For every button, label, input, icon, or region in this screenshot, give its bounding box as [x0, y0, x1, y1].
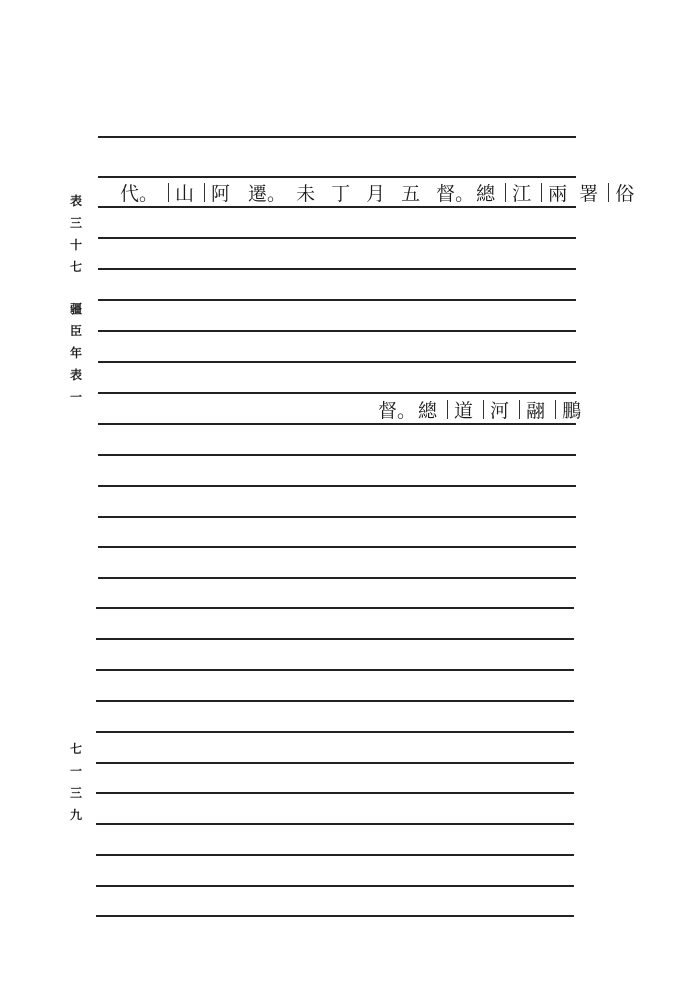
text-char: 未 — [296, 182, 316, 205]
ruled-line — [98, 516, 576, 518]
page-number-char: 三 — [69, 786, 82, 800]
ruled-line — [96, 885, 574, 887]
text-char: 俗 — [615, 182, 635, 205]
text-char: 總 — [476, 182, 496, 205]
ruled-line — [96, 854, 574, 856]
text-char: 兩 — [548, 182, 568, 205]
name-bar — [505, 183, 506, 202]
text-char: 五 — [401, 182, 421, 205]
ruled-line — [98, 361, 576, 363]
text-char: 遷。 — [248, 182, 287, 205]
name-bar — [447, 400, 448, 419]
name-bar — [555, 400, 556, 419]
text-char: 月 — [366, 182, 386, 205]
ruled-line — [96, 731, 574, 733]
ruled-line — [98, 176, 576, 178]
ruled-line — [96, 762, 574, 764]
page-number-char: 九 — [69, 808, 82, 822]
page-number — [68, 738, 84, 826]
ruled-line — [98, 546, 576, 548]
ruled-line — [96, 915, 574, 917]
ruled-line — [98, 136, 576, 138]
text-char: 丁 — [331, 182, 351, 205]
ruled-line — [98, 206, 576, 208]
ruled-line — [96, 823, 574, 825]
text-char: 江 — [512, 182, 532, 205]
ruled-line — [96, 669, 574, 671]
ruled-line — [98, 423, 576, 425]
text-char: 河 — [490, 399, 510, 422]
volume-label — [68, 190, 84, 278]
section-char: 疆 — [69, 302, 82, 316]
ruled-line — [98, 330, 576, 332]
name-bar — [204, 183, 205, 202]
name-bar — [541, 183, 542, 202]
text-char: 督。 — [378, 399, 417, 422]
text-char: 代。 — [120, 182, 159, 205]
ruled-line — [98, 299, 576, 301]
section-char: 一 — [69, 390, 82, 404]
volume-char: 十 — [69, 238, 82, 252]
text-char: 署 — [579, 182, 599, 205]
section-char: 年 — [69, 346, 82, 360]
name-bar — [168, 183, 169, 202]
volume-char: 三 — [69, 216, 82, 230]
page-number-char: 七 — [69, 742, 82, 756]
ruled-line — [98, 268, 576, 270]
ruled-line — [96, 607, 574, 609]
name-bar — [483, 400, 484, 419]
text-char: 鵬 — [562, 399, 582, 422]
text-char: 道 — [454, 399, 474, 422]
volume-char: 表 — [69, 194, 82, 208]
text-char: 阿 — [211, 182, 231, 205]
ruled-line — [98, 237, 576, 239]
ruled-line — [96, 638, 574, 640]
section-label — [68, 298, 84, 408]
name-bar — [608, 183, 609, 202]
ruled-line — [96, 792, 574, 794]
section-char: 臣 — [69, 324, 82, 338]
ruled-line — [96, 700, 574, 702]
text-char: 總 — [418, 399, 438, 422]
ruled-line — [98, 392, 576, 394]
table-row — [120, 180, 634, 204]
section-char: 表 — [69, 368, 82, 382]
ruled-line — [98, 454, 576, 456]
page-number-char: 一 — [69, 764, 82, 778]
volume-char: 七 — [69, 260, 82, 274]
ruled-line — [98, 577, 576, 579]
ruled-line — [98, 485, 576, 487]
name-bar — [519, 400, 520, 419]
text-char: 山 — [175, 182, 195, 205]
text-char: 督。 — [436, 182, 475, 205]
table-row — [378, 397, 581, 421]
text-char: 翮 — [526, 399, 546, 422]
